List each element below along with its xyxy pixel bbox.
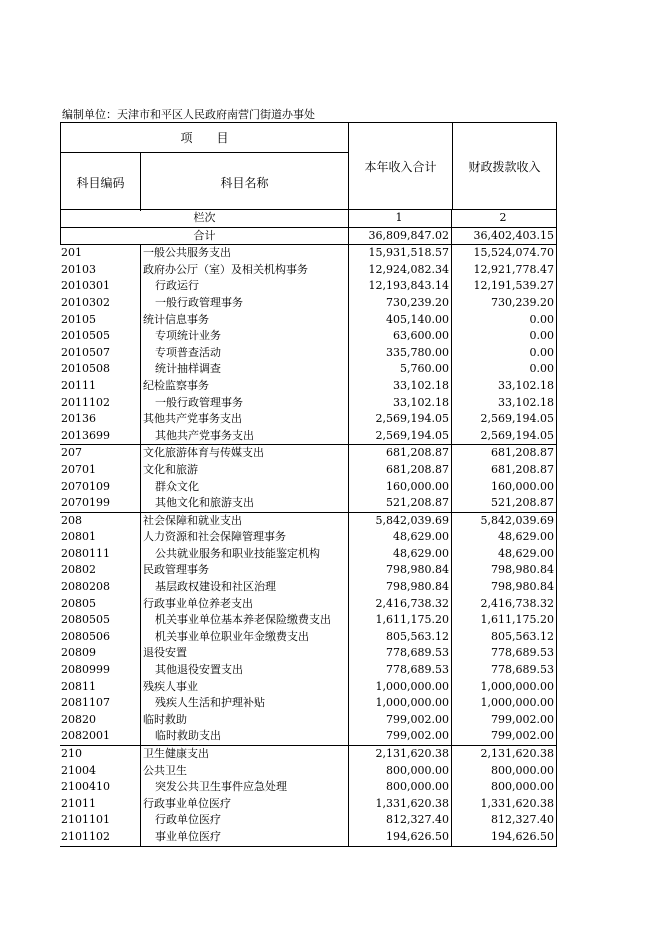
row-fiscal: 2,131,620.38 <box>452 746 557 763</box>
row-fiscal: 812,327.40 <box>452 812 557 829</box>
row-code: 2101102 <box>61 829 110 843</box>
row-fiscal: 799,002.00 <box>452 712 557 729</box>
row-name: 残疾人生活和护理补贴 <box>140 695 348 712</box>
row-name: 退役安置 <box>140 645 348 662</box>
row-code: 21004 <box>61 763 96 777</box>
table-row <box>60 295 557 312</box>
row-name: 专项统计业务 <box>140 328 348 345</box>
row-revenue: 2,416,738.32 <box>348 596 452 613</box>
row-fiscal: 48,629.00 <box>452 529 557 546</box>
row-name: 统计抽样调查 <box>140 361 348 378</box>
table-row <box>60 662 557 679</box>
table-row <box>60 763 557 780</box>
table-row <box>60 546 557 563</box>
table-row <box>60 712 557 729</box>
row-code: 2080111 <box>61 546 110 560</box>
table-row <box>60 629 557 646</box>
row-revenue: 521,208.87 <box>348 495 452 512</box>
lanci-label: 栏次 <box>60 210 348 227</box>
lanci-row <box>60 210 557 228</box>
row-code: 2011102 <box>61 395 110 409</box>
row-code: 20802 <box>61 563 96 577</box>
total-label: 合计 <box>60 228 348 245</box>
row-name: 人力资源和社会保障管理事务 <box>140 529 348 546</box>
table-row <box>60 512 557 530</box>
row-name: 其他共产党事务支出 <box>140 411 348 428</box>
row-fiscal: 798,980.84 <box>452 562 557 579</box>
row-name: 统计信息事务 <box>140 312 348 329</box>
row-name: 政府办公厅（室）及相关机构事务 <box>140 262 348 279</box>
table-row <box>60 262 557 279</box>
row-revenue: 160,000.00 <box>348 479 452 496</box>
row-fiscal: 194,626.50 <box>452 829 557 846</box>
row-name: 公共就业服务和职业技能鉴定机构 <box>140 546 348 563</box>
row-name: 机关事业单位基本养老保险缴费支出 <box>140 612 348 629</box>
table-row <box>60 411 557 428</box>
row-code: 2010505 <box>61 329 110 343</box>
row-code: 2010302 <box>61 295 110 309</box>
row-revenue: 63,600.00 <box>348 328 452 345</box>
table-row <box>60 479 557 496</box>
table-row <box>60 278 557 295</box>
row-code: 2080506 <box>61 629 110 643</box>
row-revenue: 681,208.87 <box>348 462 452 479</box>
table-row <box>60 596 557 613</box>
row-name: 其他文化和旅游支出 <box>140 495 348 512</box>
row-revenue: 798,980.84 <box>348 579 452 596</box>
row-code: 2101101 <box>61 813 110 827</box>
row-name: 行政单位医疗 <box>140 812 348 829</box>
row-fiscal: 33,102.18 <box>452 378 557 395</box>
table-row <box>60 428 557 445</box>
table-row <box>60 728 557 745</box>
row-revenue: 805,563.12 <box>348 629 452 646</box>
row-name: 临时救助 <box>140 712 348 729</box>
table-row <box>60 679 557 696</box>
table-row <box>60 345 557 362</box>
row-name: 卫生健康支出 <box>140 746 348 763</box>
row-code: 2010301 <box>61 279 110 293</box>
row-code: 210 <box>61 747 82 760</box>
row-name: 纪检监察事务 <box>140 378 348 395</box>
row-name: 民政管理事务 <box>140 562 348 579</box>
row-name: 专项普查活动 <box>140 345 348 362</box>
row-name: 残疾人事业 <box>140 679 348 696</box>
row-fiscal: 1,611,175.20 <box>452 612 557 629</box>
row-fiscal: 2,416,738.32 <box>452 596 557 613</box>
row-fiscal: 12,921,778.47 <box>452 262 557 279</box>
row-fiscal: 681,208.87 <box>452 445 557 462</box>
row-fiscal: 0.00 <box>452 345 557 362</box>
revenue-table <box>60 122 557 847</box>
row-fiscal: 0.00 <box>452 312 557 329</box>
row-fiscal: 521,208.87 <box>452 495 557 512</box>
table-row <box>60 312 557 329</box>
row-code: 208 <box>61 513 82 527</box>
row-fiscal: 0.00 <box>452 361 557 378</box>
table-row <box>60 579 557 596</box>
lanci-col2: 2 <box>452 210 557 227</box>
row-fiscal: 799,002.00 <box>452 728 557 745</box>
row-code: 2070199 <box>61 496 110 510</box>
row-name: 行政事业单位医疗 <box>140 796 348 813</box>
row-code: 20805 <box>61 596 96 610</box>
table-row <box>60 529 557 546</box>
row-code: 2080999 <box>61 663 110 677</box>
header-fiscal: 财政拨款收入 <box>468 159 541 174</box>
header-code: 科目编码 <box>61 153 141 211</box>
row-fiscal: 12,191,539.27 <box>452 278 557 295</box>
row-fiscal: 1,331,620.38 <box>452 796 557 813</box>
row-code: 2082001 <box>61 729 110 743</box>
table-row <box>60 244 557 262</box>
row-revenue: 2,131,620.38 <box>348 746 452 763</box>
row-revenue: 12,193,843.14 <box>348 278 452 295</box>
row-fiscal: 681,208.87 <box>452 462 557 479</box>
total-revenue: 36,809,847.02 <box>348 228 452 245</box>
row-revenue: 730,239.20 <box>348 295 452 312</box>
row-code: 2080505 <box>61 613 110 627</box>
row-revenue: 1,611,175.20 <box>348 612 452 629</box>
row-revenue: 194,626.50 <box>348 829 452 846</box>
row-name: 一般行政管理事务 <box>140 295 348 312</box>
header-revenue: 本年收入合计 <box>349 123 453 209</box>
row-fiscal: 805,563.12 <box>452 629 557 646</box>
row-revenue: 1,000,000.00 <box>348 695 452 712</box>
row-revenue: 5,760.00 <box>348 361 452 378</box>
row-revenue: 33,102.18 <box>348 378 452 395</box>
row-code: 20701 <box>61 462 96 476</box>
row-code: 20103 <box>61 262 96 276</box>
row-code: 20820 <box>61 712 96 726</box>
table-row <box>60 495 557 512</box>
row-fiscal: 15,524,074.70 <box>452 245 557 262</box>
row-revenue: 681,208.87 <box>348 445 452 462</box>
row-name: 文化旅游体育与传媒支出 <box>140 445 348 462</box>
row-revenue: 335,780.00 <box>348 345 452 362</box>
row-code: 20811 <box>61 679 96 693</box>
row-name: 文化和旅游 <box>140 462 348 479</box>
row-revenue: 812,327.40 <box>348 812 452 829</box>
table-row <box>60 779 557 796</box>
row-revenue: 5,842,039.69 <box>348 513 452 530</box>
row-name: 突发公共卫生事件应急处理 <box>140 779 348 796</box>
row-code: 201 <box>61 246 82 260</box>
row-fiscal: 48,629.00 <box>452 546 557 563</box>
row-name: 一般行政管理事务 <box>140 395 348 412</box>
row-fiscal: 0.00 <box>452 328 557 345</box>
table-row <box>60 462 557 479</box>
row-name: 行政事业单位养老支出 <box>140 596 348 613</box>
table-row <box>60 328 557 345</box>
row-name: 公共卫生 <box>140 763 348 780</box>
row-name: 其他退役安置支出 <box>140 662 348 679</box>
row-name: 临时救助支出 <box>140 728 348 745</box>
row-fiscal: 5,842,039.69 <box>452 513 557 530</box>
row-name: 社会保障和就业支出 <box>140 513 348 530</box>
row-fiscal: 778,689.53 <box>452 645 557 662</box>
row-fiscal: 800,000.00 <box>452 763 557 780</box>
row-fiscal: 2,569,194.05 <box>452 411 557 428</box>
row-revenue: 48,629.00 <box>348 546 452 563</box>
row-revenue: 778,689.53 <box>348 645 452 662</box>
table-row <box>60 612 557 629</box>
row-code: 2010508 <box>61 362 110 376</box>
row-revenue: 33,102.18 <box>348 395 452 412</box>
row-code: 20136 <box>61 412 96 426</box>
row-name: 行政运行 <box>140 278 348 295</box>
row-revenue: 15,931,518.57 <box>348 245 452 262</box>
row-fiscal: 730,239.20 <box>452 295 557 312</box>
row-fiscal: 778,689.53 <box>452 662 557 679</box>
row-revenue: 405,140.00 <box>348 312 452 329</box>
row-fiscal: 160,000.00 <box>452 479 557 496</box>
row-name: 其他共产党事务支出 <box>140 428 348 445</box>
row-revenue: 799,002.00 <box>348 728 452 745</box>
row-revenue: 778,689.53 <box>348 662 452 679</box>
row-fiscal: 1,000,000.00 <box>452 679 557 696</box>
row-revenue: 1,331,620.38 <box>348 796 452 813</box>
table-row <box>60 796 557 813</box>
table-row <box>60 444 557 462</box>
row-code: 2010507 <box>61 345 110 359</box>
row-name: 群众文化 <box>140 479 348 496</box>
row-fiscal: 1,000,000.00 <box>452 695 557 712</box>
table-row <box>60 829 557 847</box>
row-code: 207 <box>61 446 82 460</box>
row-code: 2080208 <box>61 580 110 594</box>
table-row <box>60 378 557 395</box>
row-revenue: 12,924,082.34 <box>348 262 452 279</box>
row-fiscal: 800,000.00 <box>452 779 557 796</box>
table-row <box>60 812 557 829</box>
table-body <box>60 244 557 846</box>
total-fiscal: 36,402,403.15 <box>452 228 557 245</box>
row-code: 2013699 <box>61 428 110 442</box>
header-project: 项 目 <box>61 123 349 153</box>
row-revenue: 2,569,194.05 <box>348 411 452 428</box>
row-revenue: 2,569,194.05 <box>348 428 452 445</box>
header-name: 科目名称 <box>141 153 349 211</box>
row-code: 2081107 <box>61 696 110 710</box>
compiling-unit: 编制单位：天津市和平区人民政府南营门街道办事处 <box>62 108 315 121</box>
row-fiscal: 798,980.84 <box>452 579 557 596</box>
row-revenue: 800,000.00 <box>348 779 452 796</box>
row-code: 20111 <box>61 378 96 392</box>
total-row <box>60 228 557 245</box>
lanci-col1: 1 <box>348 210 452 227</box>
row-fiscal: 2,569,194.05 <box>452 428 557 445</box>
row-name: 机关事业单位职业年金缴费支出 <box>140 629 348 646</box>
table-row <box>60 695 557 712</box>
table-header <box>60 122 557 210</box>
row-name: 基层政权建设和社区治理 <box>140 579 348 596</box>
row-code: 21011 <box>61 796 96 810</box>
table-row <box>60 395 557 412</box>
table-row <box>60 361 557 378</box>
row-revenue: 799,002.00 <box>348 712 452 729</box>
table-row <box>60 745 557 763</box>
row-code: 2100410 <box>61 780 110 794</box>
row-revenue: 48,629.00 <box>348 529 452 546</box>
row-fiscal: 33,102.18 <box>452 395 557 412</box>
row-code: 20809 <box>61 646 96 660</box>
table-row <box>60 645 557 662</box>
row-code: 20105 <box>61 312 96 326</box>
row-code: 2070109 <box>61 479 110 493</box>
table-row <box>60 562 557 579</box>
row-revenue: 798,980.84 <box>348 562 452 579</box>
row-revenue: 1,000,000.00 <box>348 679 452 696</box>
row-revenue: 800,000.00 <box>348 763 452 780</box>
row-name: 事业单位医疗 <box>140 829 348 846</box>
row-name: 一般公共服务支出 <box>140 245 348 262</box>
row-code: 20801 <box>61 530 96 544</box>
